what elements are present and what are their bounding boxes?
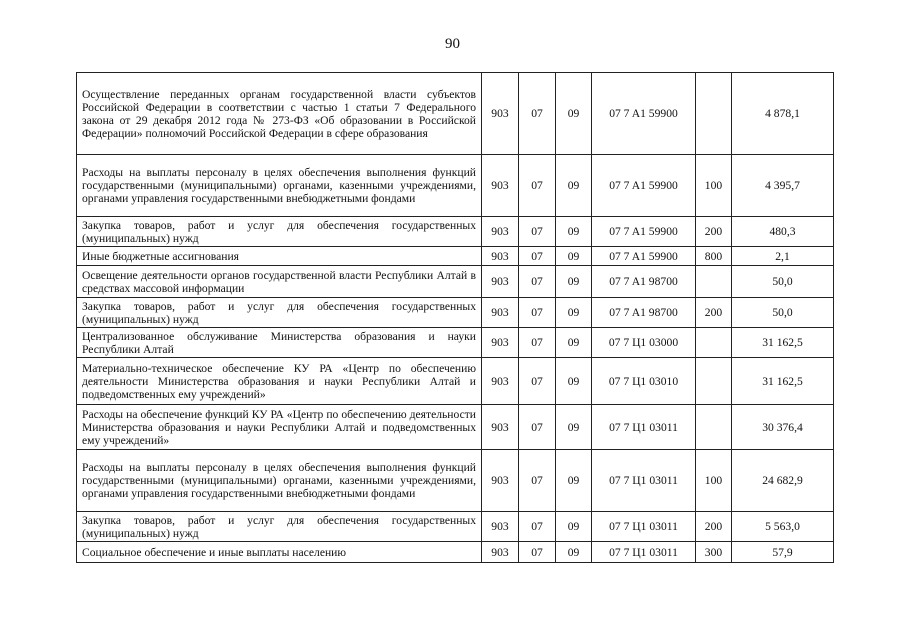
target-article-code: 07 7 Ц1 03011 xyxy=(592,450,696,512)
amount: 24 682,9 xyxy=(732,450,834,512)
table-row xyxy=(77,542,834,563)
table-row xyxy=(77,450,834,512)
expense-type-code xyxy=(696,266,732,298)
section-code: 07 xyxy=(519,358,556,405)
row-description: Расходы на выплаты персоналу в целях обеспечения выполнения функций государственными (муниципальными) органами, казенными учреждениями, органами управления государственными внебюджетными фондами xyxy=(77,450,482,512)
subsection-code: 09 xyxy=(556,247,592,266)
expense-type-code: 200 xyxy=(696,217,732,247)
target-article-code: 07 7 A1 59900 xyxy=(592,247,696,266)
ministry-code: 903 xyxy=(482,328,519,358)
subsection-code: 09 xyxy=(556,450,592,512)
ministry-code: 903 xyxy=(482,542,519,563)
section-code: 07 xyxy=(519,405,556,450)
expense-type-code: 300 xyxy=(696,542,732,563)
table-row xyxy=(77,328,834,358)
table-row xyxy=(77,73,834,155)
section-code: 07 xyxy=(519,73,556,155)
table-row xyxy=(77,266,834,298)
row-description: Материально-техническое обеспечение КУ РА «Центр по обеспечению деятельности Министерства образования и науки Республики Алтай и подведомственных ему учреждений» xyxy=(77,358,482,405)
section-code: 07 xyxy=(519,450,556,512)
amount: 4 878,1 xyxy=(732,73,834,155)
ministry-code: 903 xyxy=(482,512,519,542)
ministry-code: 903 xyxy=(482,358,519,405)
row-description: Социальное обеспечение и иные выплаты населению xyxy=(77,542,482,563)
section-code: 07 xyxy=(519,298,556,328)
amount: 31 162,5 xyxy=(732,328,834,358)
subsection-code: 09 xyxy=(556,217,592,247)
table-row xyxy=(77,405,834,450)
target-article-code: 07 7 A1 59900 xyxy=(592,73,696,155)
page-number: 90 xyxy=(445,36,460,52)
budget-table xyxy=(76,72,834,563)
subsection-code: 09 xyxy=(556,155,592,217)
table-row xyxy=(77,217,834,247)
expense-type-code xyxy=(696,328,732,358)
ministry-code: 903 xyxy=(482,266,519,298)
expense-type-code: 100 xyxy=(696,155,732,217)
subsection-code: 09 xyxy=(556,542,592,563)
section-code: 07 xyxy=(519,542,556,563)
row-description: Иные бюджетные ассигнования xyxy=(77,247,482,266)
row-description: Расходы на обеспечение функций КУ РА «Центр по обеспечению деятельности Министерства образования и науки Республики Алтай и подведомственных ему учреждений» xyxy=(77,405,482,450)
amount: 30 376,4 xyxy=(732,405,834,450)
table-row xyxy=(77,247,834,266)
ministry-code: 903 xyxy=(482,247,519,266)
table-row xyxy=(77,298,834,328)
expense-type-code: 200 xyxy=(696,298,732,328)
section-code: 07 xyxy=(519,155,556,217)
target-article-code: 07 7 A1 59900 xyxy=(592,217,696,247)
section-code: 07 xyxy=(519,328,556,358)
amount: 31 162,5 xyxy=(732,358,834,405)
row-description: Осуществление переданных органам государственной власти субъектов Российской Федерации в соответствии с частью 1 статьи 7 Федерального закона от 29 декабря 2012 года № 273-ФЗ «Об образовании в Российской Федерации» полномочий Российской Федерации в сфере образования xyxy=(77,73,482,155)
expense-type-code xyxy=(696,405,732,450)
subsection-code: 09 xyxy=(556,405,592,450)
amount: 2,1 xyxy=(732,247,834,266)
subsection-code: 09 xyxy=(556,328,592,358)
section-code: 07 xyxy=(519,247,556,266)
row-description: Расходы на выплаты персоналу в целях обеспечения выполнения функций государственными (муниципальными) органами, казенными учреждениями, органами управления государственными внебюджетными фондами xyxy=(77,155,482,217)
section-code: 07 xyxy=(519,266,556,298)
subsection-code: 09 xyxy=(556,512,592,542)
amount: 4 395,7 xyxy=(732,155,834,217)
expense-type-code: 800 xyxy=(696,247,732,266)
subsection-code: 09 xyxy=(556,298,592,328)
ministry-code: 903 xyxy=(482,298,519,328)
row-description: Централизованное обслуживание Министерства образования и науки Республики Алтай xyxy=(77,328,482,358)
target-article-code: 07 7 A1 98700 xyxy=(592,266,696,298)
subsection-code: 09 xyxy=(556,266,592,298)
target-article-code: 07 7 Ц1 03000 xyxy=(592,328,696,358)
ministry-code: 903 xyxy=(482,155,519,217)
expense-type-code: 200 xyxy=(696,512,732,542)
row-description: Освещение деятельности органов государственной власти Республики Алтай в средствах массовой информации xyxy=(77,266,482,298)
amount: 5 563,0 xyxy=(732,512,834,542)
amount: 480,3 xyxy=(732,217,834,247)
target-article-code: 07 7 Ц1 03011 xyxy=(592,405,696,450)
target-article-code: 07 7 A1 98700 xyxy=(592,298,696,328)
expense-type-code xyxy=(696,73,732,155)
row-description: Закупка товаров, работ и услуг для обеспечения государственных (муниципальных) нужд xyxy=(77,217,482,247)
section-code: 07 xyxy=(519,217,556,247)
amount: 50,0 xyxy=(732,266,834,298)
target-article-code: 07 7 A1 59900 xyxy=(592,155,696,217)
ministry-code: 903 xyxy=(482,73,519,155)
ministry-code: 903 xyxy=(482,405,519,450)
subsection-code: 09 xyxy=(556,358,592,405)
row-description: Закупка товаров, работ и услуг для обеспечения государственных (муниципальных) нужд xyxy=(77,512,482,542)
target-article-code: 07 7 Ц1 03011 xyxy=(592,512,696,542)
table-row xyxy=(77,358,834,405)
section-code: 07 xyxy=(519,512,556,542)
row-description: Закупка товаров, работ и услуг для обеспечения государственных (муниципальных) нужд xyxy=(77,298,482,328)
table-row xyxy=(77,512,834,542)
target-article-code: 07 7 Ц1 03010 xyxy=(592,358,696,405)
amount: 50,0 xyxy=(732,298,834,328)
amount: 57,9 xyxy=(732,542,834,563)
subsection-code: 09 xyxy=(556,73,592,155)
target-article-code: 07 7 Ц1 03011 xyxy=(592,542,696,563)
expense-type-code xyxy=(696,358,732,405)
table-body xyxy=(77,73,834,563)
ministry-code: 903 xyxy=(482,450,519,512)
expense-type-code: 100 xyxy=(696,450,732,512)
ministry-code: 903 xyxy=(482,217,519,247)
table-row xyxy=(77,155,834,217)
